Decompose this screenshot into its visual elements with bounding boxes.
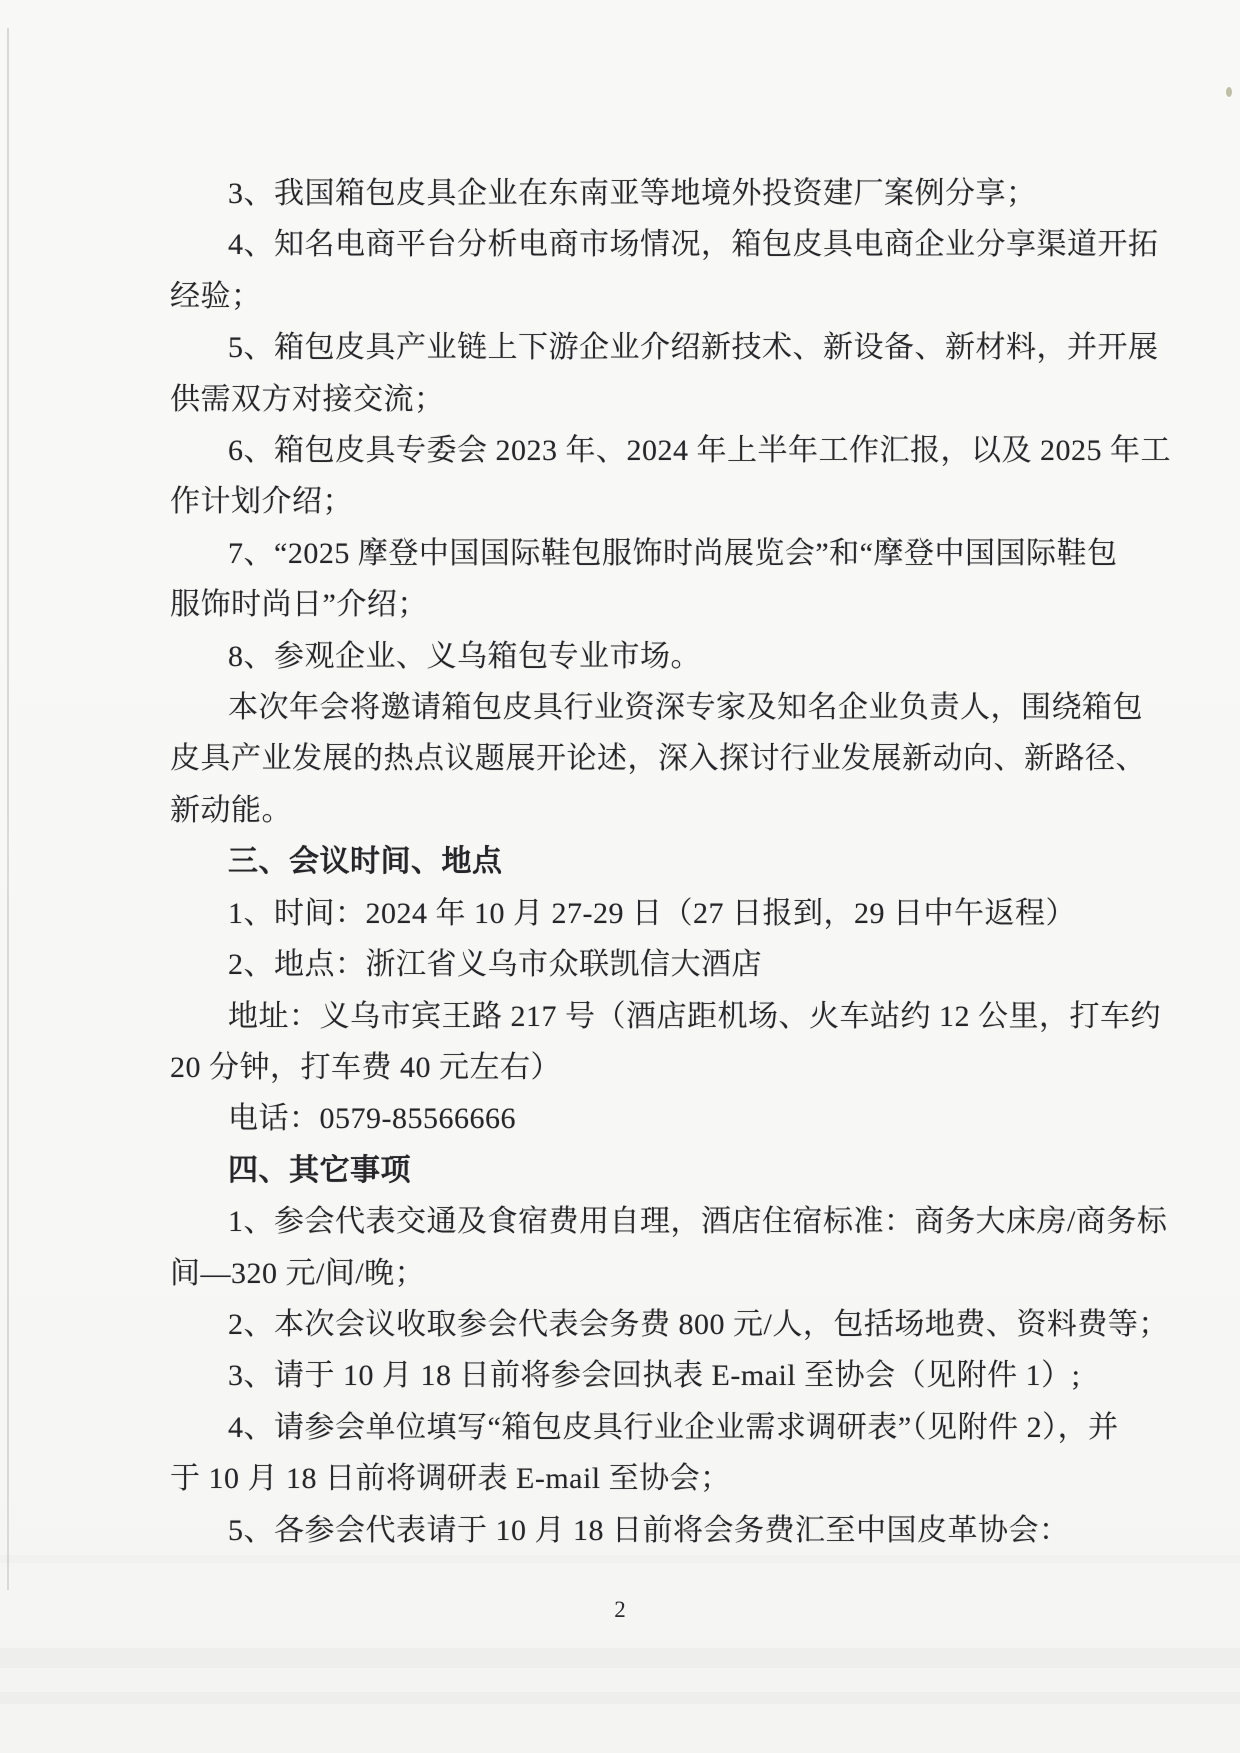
text-line-agenda-item-7-cont: 服饰时尚日”介绍； [170,588,428,621]
text-line-agenda-item-3: 3、我国箱包皮具企业在东南亚等地境外投资建厂案例分享； [228,177,1037,210]
text-line-agenda-item-5-cont: 供需双方对接交流； [170,383,445,416]
section-heading-time-place: 三、会议时间、地点 [228,845,503,878]
text-line-other-item-2: 2、本次会议收取参会代表会务费 800 元/人，包括场地费、资料费等； [228,1308,1169,1341]
text-line-other-item-4-cont: 于 10 月 18 日前将调研表 E-mail 至协会； [170,1462,731,1495]
text-line-meeting-place: 2、地点：浙江省义乌市众联凯信大酒店 [228,948,762,981]
scan-streak-artifact [0,1555,1240,1563]
scan-edge-artifact [7,28,9,1590]
text-line-summary-2: 皮具产业发展的热点议题展开论述，深入探讨行业发展新动向、新路径、 [170,742,1146,775]
scan-streak-artifact [0,1648,1240,1668]
text-line-summary-1: 本次年会将邀请箱包皮具行业资深专家及知名企业负责人，围绕箱包 [228,691,1143,724]
text-line-hotel-phone: 电话：0579-85566666 [228,1102,516,1135]
text-line-hotel-address: 地址：义乌市宾王路 217 号（酒店距机场、火车站约 12 公里，打车约 [228,1000,1161,1033]
scan-speck-artifact [1226,87,1232,97]
text-line-other-item-4: 4、请参会单位填写“箱包皮具行业企业需求调研表”（见附件 2），并 [228,1411,1119,1444]
page-number: 2 [614,1597,626,1622]
text-line-agenda-item-6-cont: 作计划介绍； [170,485,353,518]
text-line-agenda-item-4-cont: 经验； [170,280,262,313]
text-line-other-item-1-cont: 间—320 元/间/晚； [170,1257,426,1290]
text-line-other-item-3: 3、请于 10 月 18 日前将参会回执表 E-mail 至协会（见附件 1）; [228,1359,1081,1392]
text-line-agenda-item-5: 5、箱包皮具产业链上下游企业介绍新技术、新设备、新材料，并开展 [228,331,1159,364]
scan-streak-artifact [0,1692,1240,1704]
text-line-agenda-item-7: 7、“2025 摩登中国国际鞋包服饰时尚展览会”和“摩登中国国际鞋包 [228,537,1118,570]
text-line-other-item-5: 5、各参会代表请于 10 月 18 日前将会务费汇至中国皮革协会： [228,1514,1070,1547]
text-line-other-item-1: 1、参会代表交通及食宿费用自理，酒店住宿标准：商务大床房/商务标 [228,1205,1168,1238]
text-line-agenda-item-8: 8、参观企业、义乌箱包专业市场。 [228,640,701,673]
text-line-agenda-item-4: 4、知名电商平台分析电商市场情况，箱包皮具电商企业分享渠道开拓 [228,228,1159,261]
section-heading-other-items: 四、其它事项 [228,1154,411,1187]
text-line-meeting-time: 1、时间：2024 年 10 月 27-29 日（27 日报到，29 日中午返程） [228,897,1076,930]
text-line-agenda-item-6: 6、箱包皮具专委会 2023 年、2024 年上半年工作汇报，以及 2025 年工 [228,434,1171,467]
text-line-hotel-address-cont: 20 分钟，打车费 40 元左右） [170,1051,561,1084]
text-line-summary-3: 新动能。 [170,794,292,827]
